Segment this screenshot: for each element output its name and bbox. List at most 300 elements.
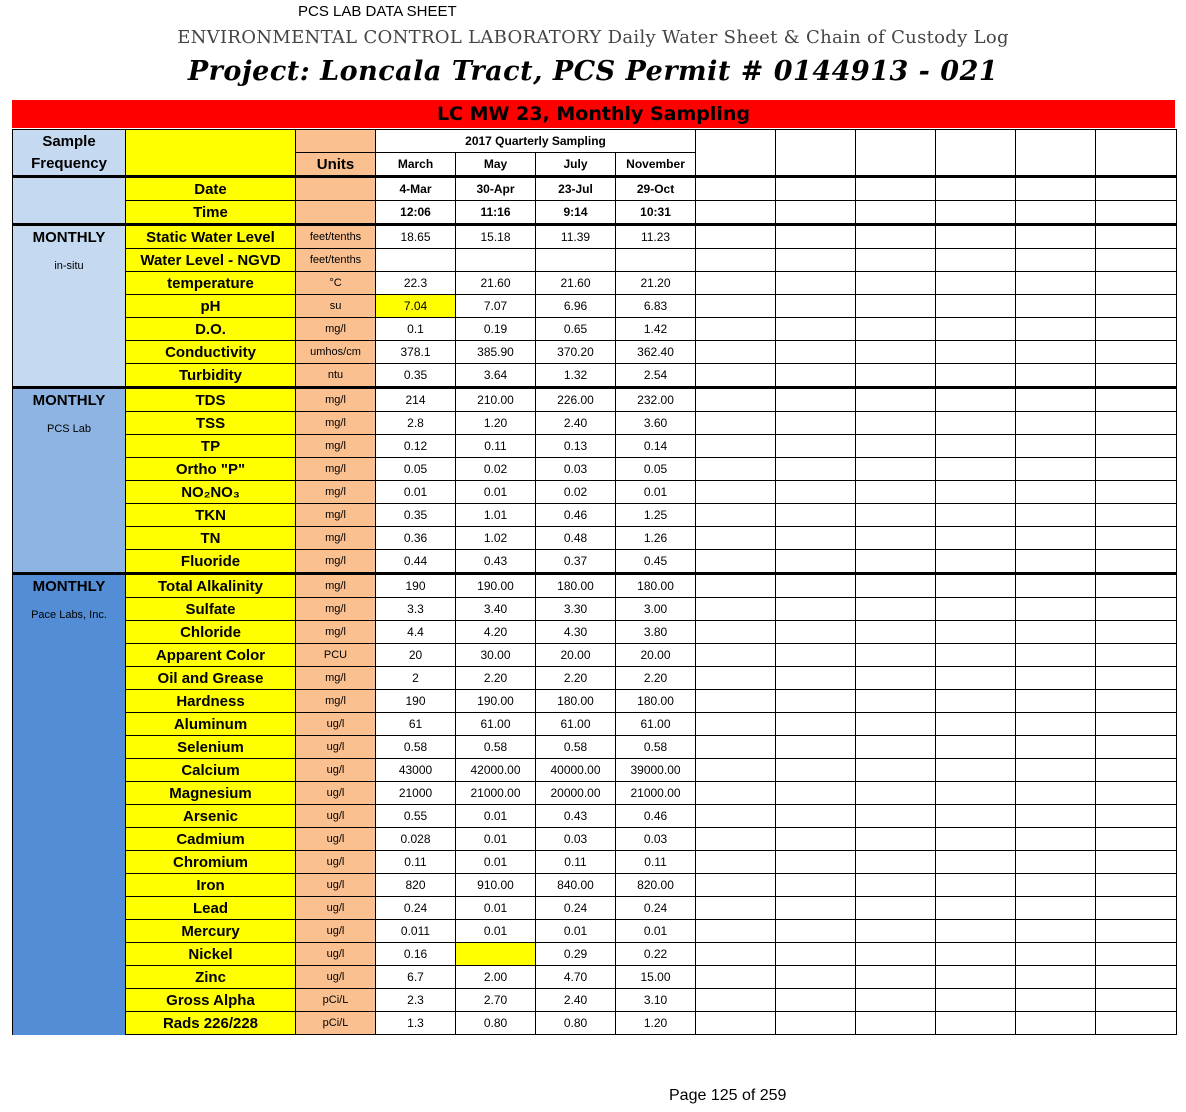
parameter-unit: pCi/L	[296, 1012, 376, 1035]
parameter-name: Date	[126, 177, 296, 201]
empty-cell	[856, 966, 936, 989]
empty-cell	[856, 388, 936, 412]
parameter-name: TKN	[126, 504, 296, 527]
value-cell: 0.12	[376, 435, 456, 458]
value-cell: 1.20	[616, 1012, 696, 1035]
table-row	[13, 667, 1177, 690]
value-cell: 20.00	[616, 644, 696, 667]
empty-cell	[1096, 759, 1177, 782]
empty-cell	[1096, 874, 1177, 897]
parameter-unit: mg/l	[296, 412, 376, 435]
lab-title: ENVIRONMENTAL CONTROL LABORATORY Daily Water Sheet & Chain of Custody Log	[177, 27, 1009, 48]
empty-cell	[1016, 177, 1096, 201]
value-cell: 4.30	[536, 621, 616, 644]
value-cell: 3.00	[616, 598, 696, 621]
parameter-unit: mg/l	[296, 318, 376, 341]
parameter-unit: mg/l	[296, 435, 376, 458]
empty-cell	[696, 690, 776, 713]
empty-cell	[1016, 897, 1096, 920]
value-cell	[376, 249, 456, 272]
value-cell: 4.4	[376, 621, 456, 644]
empty-cell	[1096, 225, 1177, 249]
parameter-unit: mg/l	[296, 621, 376, 644]
empty-cell	[1016, 759, 1096, 782]
parameter-unit: mg/l	[296, 481, 376, 504]
empty-cell	[1016, 201, 1096, 225]
value-cell: 0.24	[376, 897, 456, 920]
empty-cell	[1016, 713, 1096, 736]
value-cell: 3.30	[536, 598, 616, 621]
month-header: March	[376, 153, 456, 177]
value-cell: 190.00	[456, 690, 536, 713]
empty-cell	[696, 828, 776, 851]
value-cell: 0.24	[536, 897, 616, 920]
parameter-name: TSS	[126, 412, 296, 435]
empty-cell	[856, 920, 936, 943]
parameter-name: Total Alkalinity	[126, 574, 296, 598]
value-cell: 2.20	[536, 667, 616, 690]
parameter-unit: umhos/cm	[296, 341, 376, 364]
empty-cell	[696, 759, 776, 782]
value-cell: 42000.00	[456, 759, 536, 782]
value-cell: 61	[376, 713, 456, 736]
empty-cell	[696, 805, 776, 828]
empty-cell	[776, 225, 856, 249]
value-cell: 0.37	[536, 550, 616, 574]
table-row	[13, 598, 1177, 621]
value-cell: 39000.00	[616, 759, 696, 782]
table-row	[13, 851, 1177, 874]
empty-cell	[1096, 388, 1177, 412]
empty-cell	[696, 736, 776, 759]
empty-cell	[856, 943, 936, 966]
empty-cell	[936, 1012, 1016, 1035]
value-cell: 0.028	[376, 828, 456, 851]
empty-cell	[936, 897, 1016, 920]
value-cell: 15.00	[616, 966, 696, 989]
value-cell: 0.58	[376, 736, 456, 759]
table-row	[13, 272, 1177, 295]
parameter-unit: ug/l	[296, 920, 376, 943]
empty-cell	[776, 690, 856, 713]
parameter-unit: pCi/L	[296, 989, 376, 1012]
month-header: May	[456, 153, 536, 177]
empty-cell	[1096, 318, 1177, 341]
parameter-name: Conductivity	[126, 341, 296, 364]
section-title: MONTHLY	[32, 392, 106, 409]
table-row	[13, 989, 1177, 1012]
empty-cell	[936, 388, 1016, 412]
parameter-unit: mg/l	[296, 388, 376, 412]
empty-cell	[1016, 851, 1096, 874]
empty-cell	[776, 249, 856, 272]
value-cell: 0.43	[456, 550, 536, 574]
empty-cell	[856, 874, 936, 897]
value-cell: 840.00	[536, 874, 616, 897]
empty-cell	[1096, 644, 1177, 667]
parameter-unit: ug/l	[296, 897, 376, 920]
empty-cell	[696, 435, 776, 458]
empty-cell	[1096, 341, 1177, 364]
empty-cell	[696, 574, 776, 598]
parameter-name: Chloride	[126, 621, 296, 644]
value-cell: 820	[376, 874, 456, 897]
empty-cell	[936, 201, 1016, 225]
empty-cell	[1096, 527, 1177, 550]
empty-cell	[856, 412, 936, 435]
value-cell: 0.05	[616, 458, 696, 481]
empty-cell	[856, 318, 936, 341]
parameter-unit: ug/l	[296, 713, 376, 736]
empty-cell	[936, 966, 1016, 989]
parameter-name: Chromium	[126, 851, 296, 874]
value-cell: 3.3	[376, 598, 456, 621]
value-cell: 0.05	[376, 458, 456, 481]
empty-cell	[1096, 920, 1177, 943]
empty-cell	[1016, 943, 1096, 966]
value-cell: 362.40	[616, 341, 696, 364]
value-cell: 1.26	[616, 527, 696, 550]
empty-cell	[776, 130, 856, 177]
parameter-unit	[296, 201, 376, 225]
empty-cell	[1096, 550, 1177, 574]
empty-cell	[856, 1012, 936, 1035]
empty-cell	[776, 504, 856, 527]
value-cell: 820.00	[616, 874, 696, 897]
empty-cell	[696, 897, 776, 920]
parameter-unit: mg/l	[296, 574, 376, 598]
parameter-unit: su	[296, 295, 376, 318]
empty-cell	[1096, 782, 1177, 805]
parameter-unit: ntu	[296, 364, 376, 388]
value-cell: 180.00	[536, 690, 616, 713]
table-row	[13, 341, 1177, 364]
empty-cell	[696, 550, 776, 574]
empty-cell	[1096, 364, 1177, 388]
empty-cell	[856, 851, 936, 874]
empty-cell	[936, 989, 1016, 1012]
empty-cell	[856, 201, 936, 225]
empty-cell	[856, 481, 936, 504]
value-cell: 21.20	[616, 272, 696, 295]
value-cell: 23-Jul	[536, 177, 616, 201]
value-cell: 0.03	[536, 458, 616, 481]
empty-cell	[1016, 458, 1096, 481]
empty-cell	[1016, 364, 1096, 388]
value-cell: 11.23	[616, 225, 696, 249]
value-cell: 0.45	[616, 550, 696, 574]
value-cell: 43000	[376, 759, 456, 782]
table-row	[13, 435, 1177, 458]
parameter-name: Iron	[126, 874, 296, 897]
empty-cell	[1096, 504, 1177, 527]
empty-cell	[696, 667, 776, 690]
parameter-unit: °C	[296, 272, 376, 295]
value-cell: 226.00	[536, 388, 616, 412]
parameter-name: TP	[126, 435, 296, 458]
empty-cell	[776, 621, 856, 644]
empty-cell	[1096, 177, 1177, 201]
empty-cell	[1016, 272, 1096, 295]
empty-cell	[856, 598, 936, 621]
month-header: November	[616, 153, 696, 177]
empty-cell	[856, 295, 936, 318]
value-cell: 0.011	[376, 920, 456, 943]
empty-cell	[1096, 667, 1177, 690]
value-cell: 0.01	[616, 920, 696, 943]
empty-cell	[856, 667, 936, 690]
value-cell: 0.24	[616, 897, 696, 920]
empty-cell	[936, 412, 1016, 435]
section-label	[13, 177, 126, 225]
parameter-unit: ug/l	[296, 805, 376, 828]
empty-cell	[776, 805, 856, 828]
value-cell: 20.00	[536, 644, 616, 667]
empty-cell	[696, 1012, 776, 1035]
value-cell: 0.01	[456, 920, 536, 943]
empty-cell	[1016, 989, 1096, 1012]
value-cell: 0.58	[536, 736, 616, 759]
empty-cell	[776, 920, 856, 943]
parameter-name: Lead	[126, 897, 296, 920]
empty-cell	[696, 481, 776, 504]
empty-cell	[776, 412, 856, 435]
empty-cell	[936, 943, 1016, 966]
empty-cell	[856, 759, 936, 782]
parameter-unit: ug/l	[296, 943, 376, 966]
empty-cell	[1016, 598, 1096, 621]
empty-cell	[696, 621, 776, 644]
empty-cell	[936, 295, 1016, 318]
empty-cell	[936, 874, 1016, 897]
value-cell	[536, 249, 616, 272]
parameter-name: Sulfate	[126, 598, 296, 621]
parameter-unit: mg/l	[296, 504, 376, 527]
value-cell: 6.7	[376, 966, 456, 989]
empty-cell	[936, 341, 1016, 364]
value-cell: 0.03	[536, 828, 616, 851]
table-row	[13, 1012, 1177, 1035]
empty-cell	[936, 177, 1016, 201]
table-row	[13, 481, 1177, 504]
empty-cell	[936, 621, 1016, 644]
parameter-name: pH	[126, 295, 296, 318]
value-cell: 0.44	[376, 550, 456, 574]
empty-cell	[1096, 828, 1177, 851]
value-cell: 2.54	[616, 364, 696, 388]
empty-cell	[1096, 201, 1177, 225]
empty-cell	[696, 943, 776, 966]
empty-cell	[1096, 598, 1177, 621]
parameter-name: NO₂NO₃	[126, 481, 296, 504]
parameter-unit: feet/tenths	[296, 249, 376, 272]
value-cell: 11.39	[536, 225, 616, 249]
table-row	[13, 318, 1177, 341]
empty-cell	[936, 130, 1016, 177]
empty-cell	[1096, 435, 1177, 458]
parameter-unit: mg/l	[296, 598, 376, 621]
table-row	[13, 295, 1177, 318]
parameter-name: Water Level - NGVD	[126, 249, 296, 272]
parameter-name: D.O.	[126, 318, 296, 341]
month-header: July	[536, 153, 616, 177]
empty-cell	[856, 736, 936, 759]
empty-cell	[1016, 874, 1096, 897]
table-row	[13, 249, 1177, 272]
empty-cell	[696, 458, 776, 481]
empty-cell	[856, 828, 936, 851]
value-cell: 18.65	[376, 225, 456, 249]
value-cell: 30.00	[456, 644, 536, 667]
empty-cell	[1016, 388, 1096, 412]
units-header-top	[296, 130, 376, 153]
empty-cell	[1096, 130, 1177, 177]
empty-cell	[856, 989, 936, 1012]
empty-cell	[856, 713, 936, 736]
parameter-name: Ortho "P"	[126, 458, 296, 481]
empty-cell	[1096, 249, 1177, 272]
empty-cell	[936, 574, 1016, 598]
table-row	[13, 920, 1177, 943]
empty-cell	[1096, 690, 1177, 713]
value-cell: 0.43	[536, 805, 616, 828]
empty-cell	[1016, 828, 1096, 851]
table-row	[13, 966, 1177, 989]
value-cell: 4.20	[456, 621, 536, 644]
empty-cell	[696, 177, 776, 201]
empty-cell	[1096, 736, 1177, 759]
value-cell: 11:16	[456, 201, 536, 225]
empty-cell	[856, 341, 936, 364]
empty-cell	[696, 364, 776, 388]
value-cell: 15.18	[456, 225, 536, 249]
empty-cell	[696, 272, 776, 295]
value-cell: 0.80	[536, 1012, 616, 1035]
empty-cell	[856, 249, 936, 272]
empty-cell	[1016, 318, 1096, 341]
value-cell: 0.02	[456, 458, 536, 481]
empty-cell	[696, 874, 776, 897]
parameter-unit: mg/l	[296, 550, 376, 574]
page-number: Page 125 of 259	[669, 1087, 787, 1104]
value-cell: 21000	[376, 782, 456, 805]
value-cell: 0.35	[376, 364, 456, 388]
empty-cell	[1016, 130, 1096, 177]
empty-cell	[936, 435, 1016, 458]
value-cell: 4.70	[536, 966, 616, 989]
empty-cell	[776, 713, 856, 736]
value-cell: 0.1	[376, 318, 456, 341]
empty-cell	[776, 644, 856, 667]
empty-cell	[936, 736, 1016, 759]
value-cell: 0.36	[376, 527, 456, 550]
empty-cell	[1016, 412, 1096, 435]
value-cell: 0.01	[616, 481, 696, 504]
empty-cell	[1016, 920, 1096, 943]
value-cell: 0.01	[456, 805, 536, 828]
empty-cell	[696, 713, 776, 736]
empty-cell	[696, 412, 776, 435]
empty-cell	[856, 621, 936, 644]
empty-cell	[696, 851, 776, 874]
empty-cell	[696, 920, 776, 943]
empty-cell	[696, 782, 776, 805]
parameter-unit: PCU	[296, 644, 376, 667]
sample-frequency-line2: Frequency	[31, 154, 107, 172]
value-cell: 0.14	[616, 435, 696, 458]
table-row	[13, 504, 1177, 527]
parameter-name: Magnesium	[126, 782, 296, 805]
empty-cell	[936, 504, 1016, 527]
value-cell: 30-Apr	[456, 177, 536, 201]
empty-cell	[776, 364, 856, 388]
empty-cell	[1016, 690, 1096, 713]
empty-cell	[856, 782, 936, 805]
value-cell: 0.80	[456, 1012, 536, 1035]
empty-cell	[696, 295, 776, 318]
value-cell: 0.35	[376, 504, 456, 527]
empty-cell	[1096, 943, 1177, 966]
value-cell: 1.32	[536, 364, 616, 388]
empty-cell	[856, 644, 936, 667]
value-cell: 0.19	[456, 318, 536, 341]
value-cell: 21.60	[536, 272, 616, 295]
section-label	[13, 225, 126, 388]
value-cell: 20000.00	[536, 782, 616, 805]
parameter-unit: ug/l	[296, 759, 376, 782]
value-cell: 1.25	[616, 504, 696, 527]
value-cell	[616, 249, 696, 272]
empty-cell	[1096, 481, 1177, 504]
value-cell: 910.00	[456, 874, 536, 897]
value-cell: 6.96	[536, 295, 616, 318]
empty-cell	[776, 759, 856, 782]
empty-cell	[776, 177, 856, 201]
empty-cell	[1016, 481, 1096, 504]
empty-cell	[856, 574, 936, 598]
empty-cell	[1016, 225, 1096, 249]
empty-cell	[856, 504, 936, 527]
empty-cell	[856, 225, 936, 249]
empty-cell	[696, 644, 776, 667]
empty-cell	[696, 130, 776, 177]
value-cell: 0.16	[376, 943, 456, 966]
empty-cell	[856, 805, 936, 828]
empty-cell	[776, 318, 856, 341]
empty-cell	[936, 713, 1016, 736]
value-cell: 61.00	[456, 713, 536, 736]
parameter-header	[126, 130, 296, 177]
parameter-unit: mg/l	[296, 458, 376, 481]
value-cell: 7.04	[376, 295, 456, 318]
empty-cell	[696, 527, 776, 550]
empty-cell	[1096, 1012, 1177, 1035]
empty-cell	[856, 897, 936, 920]
well-banner: LC MW 23, Monthly Sampling	[12, 100, 1175, 128]
value-cell: 2.40	[536, 989, 616, 1012]
sample-frequency-header	[13, 130, 126, 177]
empty-cell	[1096, 966, 1177, 989]
empty-cell	[856, 177, 936, 201]
value-cell: 0.46	[616, 805, 696, 828]
table-row	[13, 177, 1177, 201]
value-cell: 20	[376, 644, 456, 667]
value-cell: 3.64	[456, 364, 536, 388]
empty-cell	[1096, 897, 1177, 920]
empty-cell	[856, 435, 936, 458]
empty-cell	[1096, 989, 1177, 1012]
empty-cell	[936, 364, 1016, 388]
